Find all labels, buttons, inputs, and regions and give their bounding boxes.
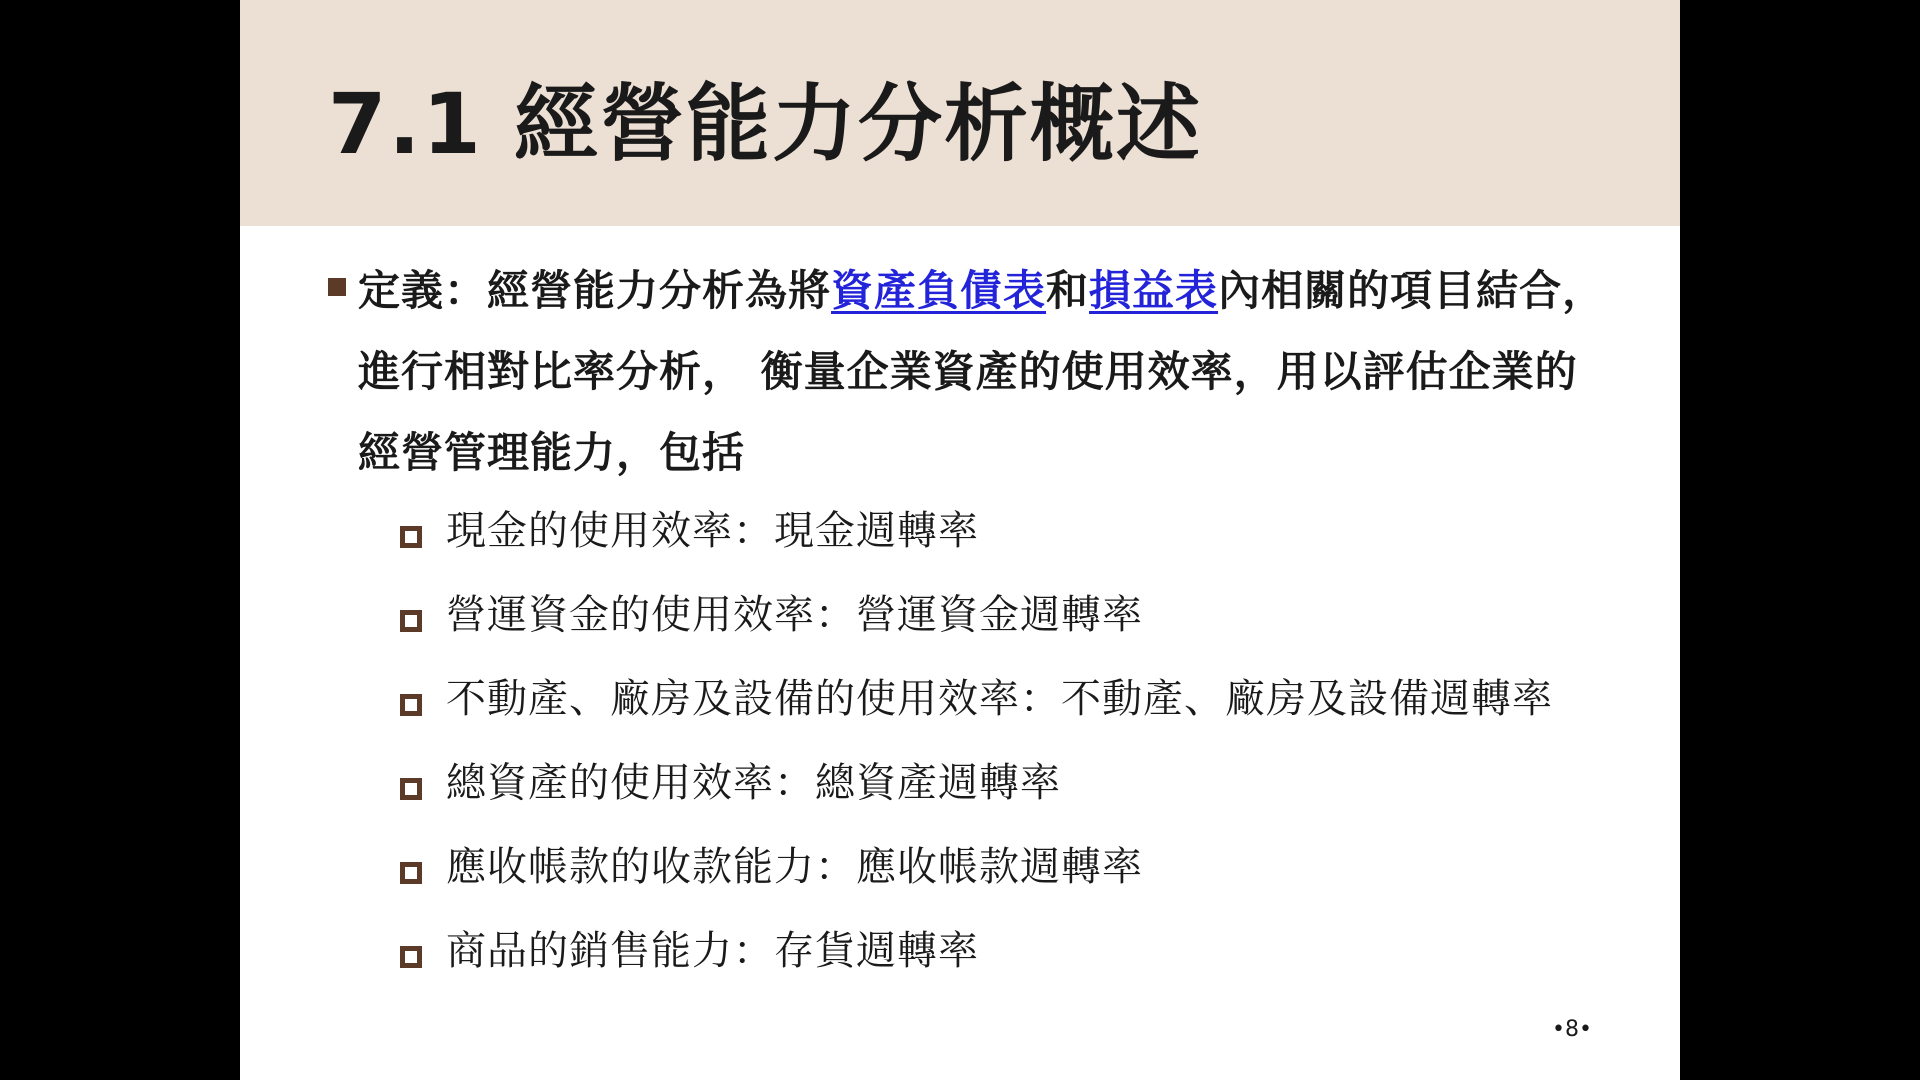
list-item-text: 應收帳款的收款能力：應收帳款週轉率 (446, 844, 1143, 890)
definition-text (358, 250, 1618, 493)
definition-prefix: 定義：經營能力分析為將 (358, 266, 832, 315)
hollow-square-bullet-icon (400, 526, 422, 548)
definition-middle: 和 (1046, 266, 1090, 315)
balance-sheet-link[interactable]: 資產負債表 (831, 266, 1047, 315)
list-item (400, 752, 1640, 836)
list-item (400, 668, 1640, 752)
list-item (400, 584, 1640, 668)
square-bullet-icon (328, 278, 346, 296)
list-item-text: 總資產的使用效率：總資產週轉率 (446, 760, 1061, 806)
hollow-square-bullet-icon (400, 694, 422, 716)
list-item-text: 現金的使用效率：現金週轉率 (446, 508, 979, 554)
income-statement-link[interactable]: 損益表 (1089, 266, 1219, 315)
sub-bullet-list (400, 500, 1640, 1004)
hollow-square-bullet-icon (400, 946, 422, 968)
page-number: •8• (1552, 1017, 1592, 1042)
list-item-text: 營運資金的使用效率：營運資金週轉率 (446, 592, 1143, 638)
slide-title: 7.1 經營能力分析概述 (328, 75, 1203, 173)
list-item-text: 不動產、廠房及設備的使用效率：不動產、廠房及設備週轉率 (446, 676, 1553, 722)
list-item-text: 商品的銷售能力：存貨週轉率 (446, 928, 979, 974)
slide (240, 0, 1680, 1080)
definition-bullet (328, 250, 1628, 493)
list-item (400, 920, 1640, 1004)
title-bar (240, 0, 1680, 226)
list-item (400, 500, 1640, 584)
hollow-square-bullet-icon (400, 778, 422, 800)
list-item (400, 836, 1640, 920)
hollow-square-bullet-icon (400, 862, 422, 884)
definition-suffix: 內相關的項目結合，進行相對比率分析， 衡量企業資產的使用效率，用以評估企業的經營管理能力，包括 (358, 266, 1606, 477)
hollow-square-bullet-icon (400, 610, 422, 632)
